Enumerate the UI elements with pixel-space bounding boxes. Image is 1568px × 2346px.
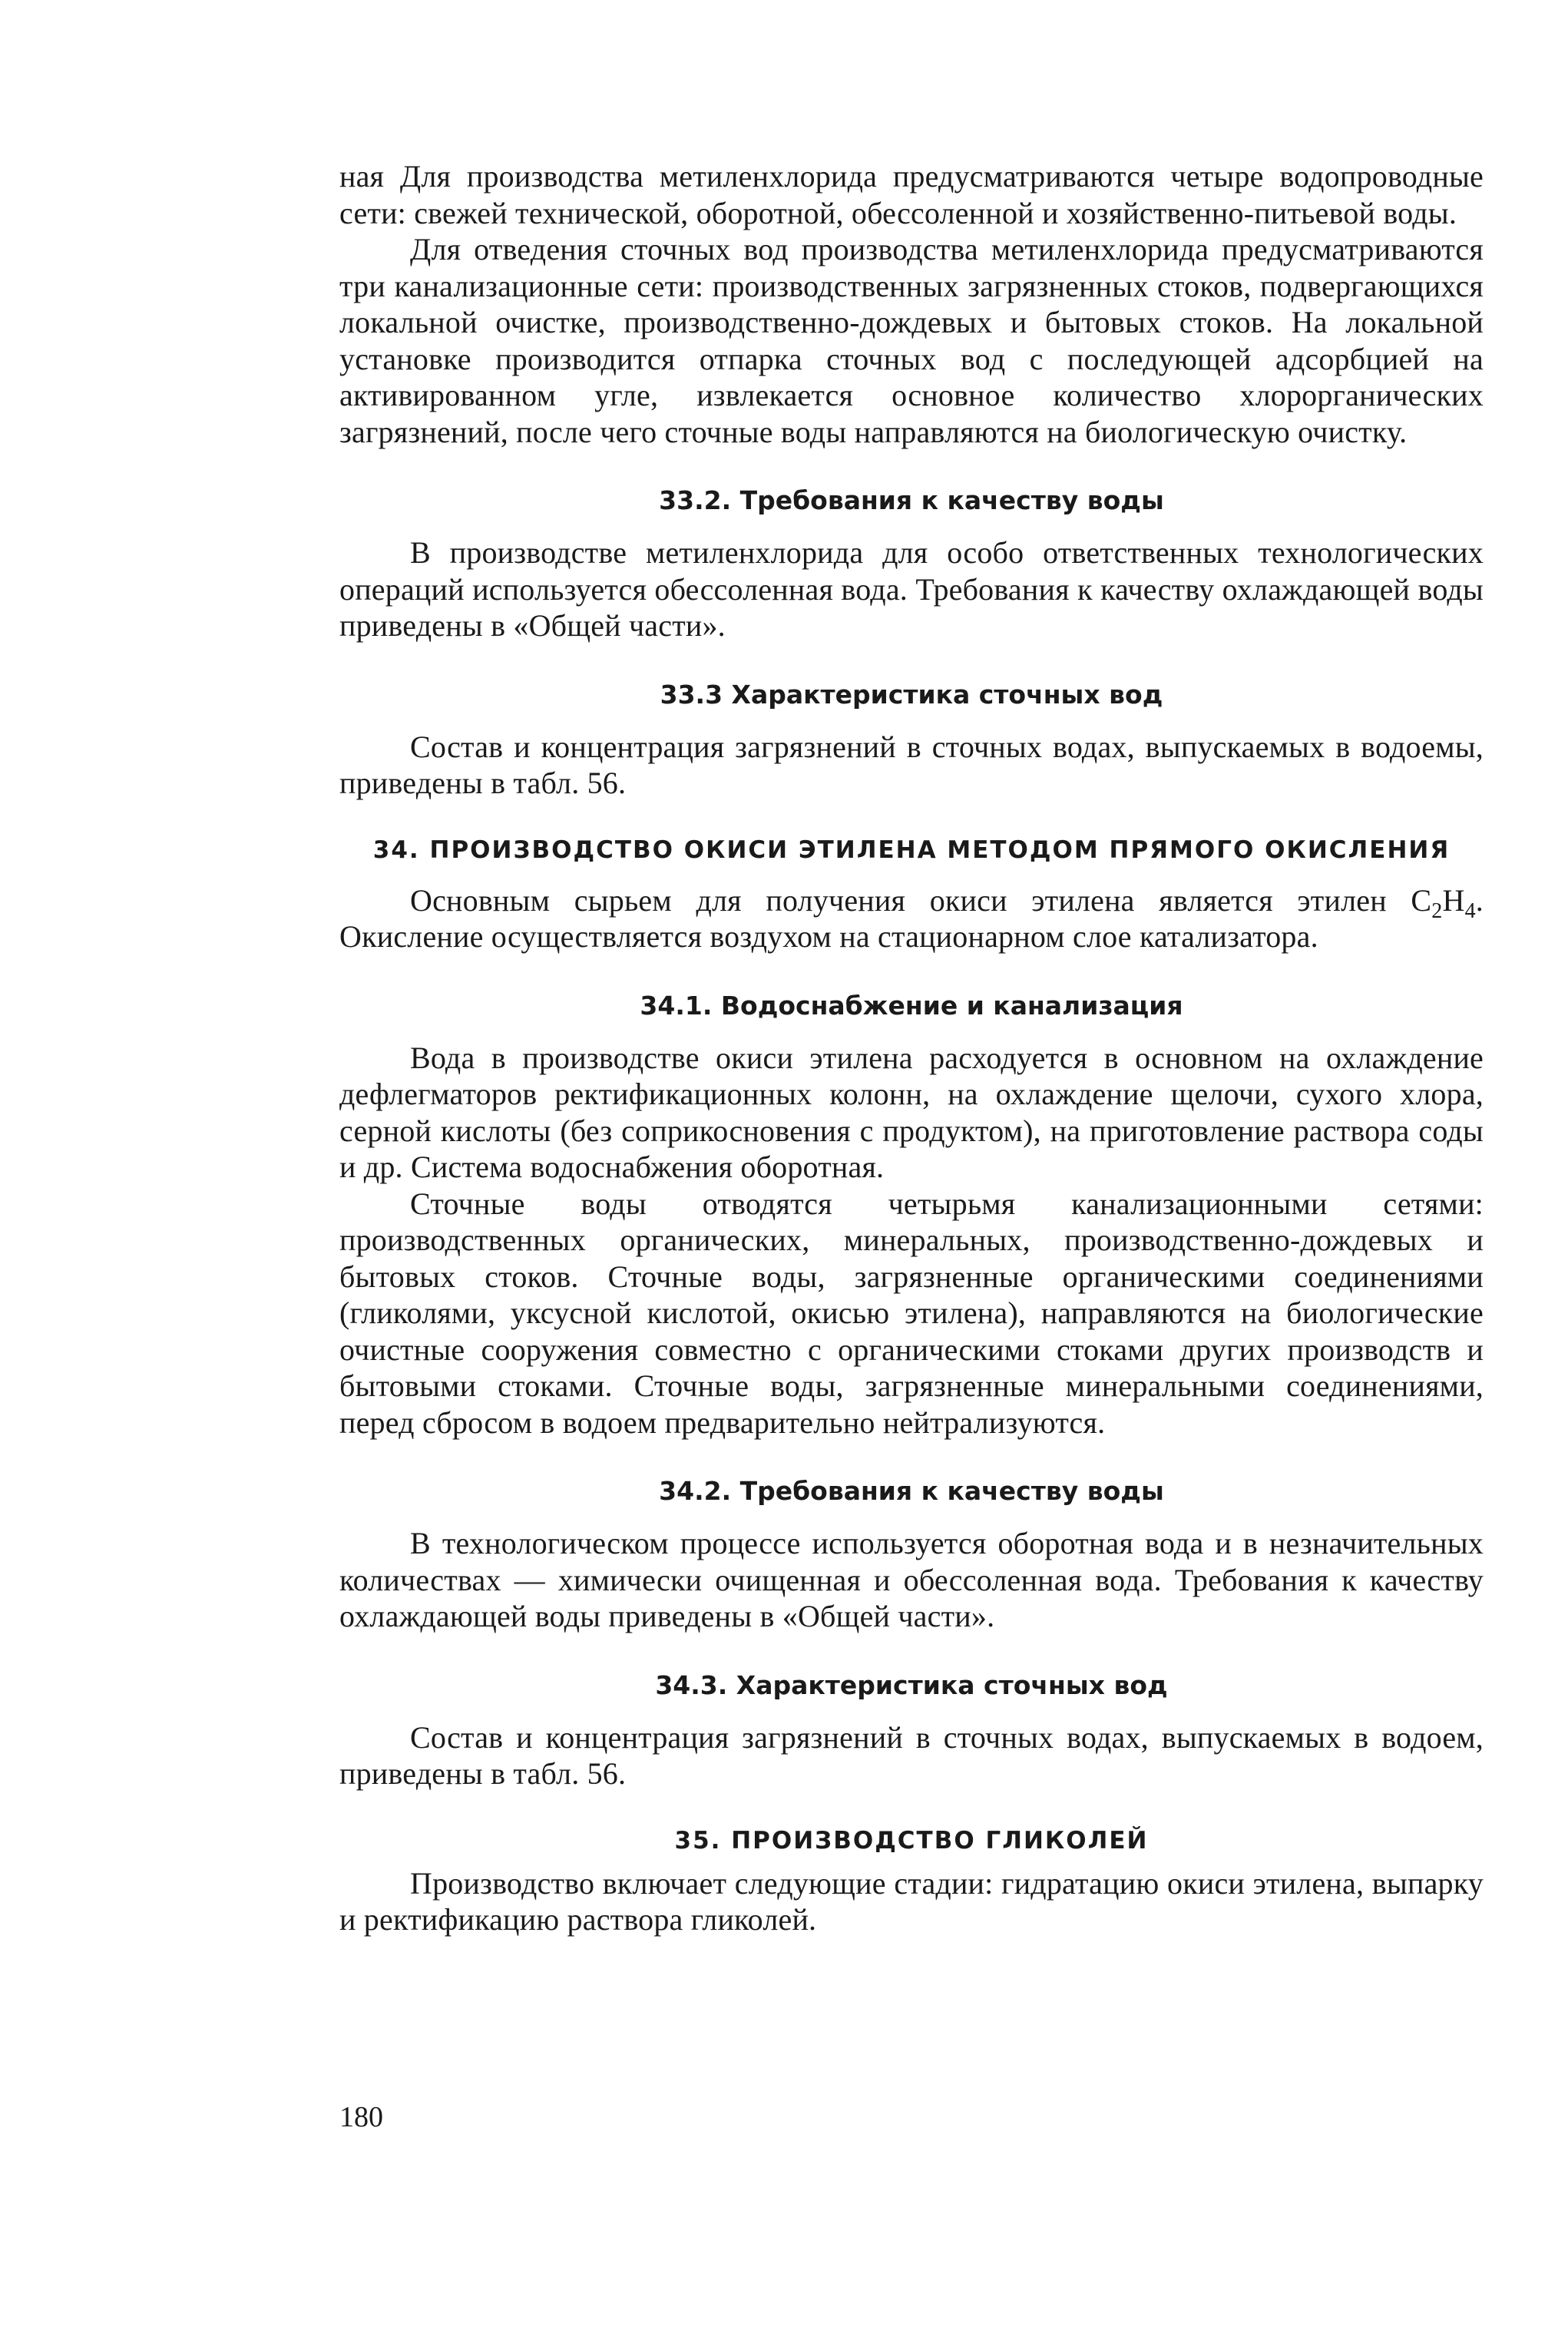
- chapter-heading-34: 34. ПРОИЗВОДСТВО ОКИСИ ЭТИЛЕНА МЕТОДОМ ПРЯМОГО ОКИСЛЕНИЯ: [372, 835, 1451, 864]
- heading-34-1: 34.1. Водоснабжение и канализация: [640, 990, 1183, 1021]
- paragraph-water-usage: Вода в производстве окиси этилена расходуется в основном на охлаждение дефлегматоров ректификационных колонн, на охлаждение щелочи, сухого хлора, серной кислоты (без соприкосновения с продуктом), на приготовление раствора соды и др. Система водоснабжения оборотная.: [339, 1040, 1484, 1184]
- heading-33-2: 33.2. Требования к качеству воды: [659, 485, 1164, 515]
- subscript-2: 2: [1431, 898, 1443, 923]
- heading-33-3: 33.3 Характеристика сточных вод: [660, 679, 1163, 710]
- page-number: 180: [339, 2101, 383, 2133]
- paragraph-glycol-stages: Производство включает следующие стадии: гидратацию окиси этилена, выпарку и ректификацию раствора гликолей.: [339, 1865, 1484, 1937]
- chapter-heading-35: 35. ПРОИЗВОДСТВО ГЛИКОЛЕЙ: [674, 1826, 1149, 1855]
- paragraph-water-supply-networks: ная Для производства метиленхлорида предусматриваются четыре водопроводные сети: свежей технической, оборотной, обессоленной и хозяйственно-питьевой воды.: [339, 159, 1484, 230]
- paragraph-sewer-networks: Для отведения сточных вод производства метиленхлорида предусматриваются три канализационные сети: производственных загрязненных стоков, подвергающихся локальной очистке, производственно-дождевых и бытовых стоков. На локальной установке производится отпарка сточных вод с последующей адсорбцией на активированном угле, извлекается основное количество хлорорганических загрязнений, после чего сточные воды направляются на биологическую очистку.: [339, 232, 1484, 449]
- paragraph-raw-material-text-a: Основным сырьем для получения окиси этилена является этилен C: [410, 882, 1432, 918]
- paragraph-wastewater-34: Состав и концентрация загрязнений в сточных водах, выпускаемых в водоем, приведены в табл. 56.: [339, 1719, 1484, 1791]
- paragraph-raw-material-text-c: . Окисление осуществляется воздухом на стационарном слое катализатора.: [339, 882, 1484, 954]
- heading-34-2: 34.2. Требования к качеству воды: [659, 1476, 1164, 1506]
- paragraph-wastewater-33: Состав и концентрация загрязнений в сточных водах, выпускаемых в водоемы, приведены в табл. 56.: [339, 729, 1484, 800]
- subscript-4: 4: [1464, 898, 1476, 923]
- paragraph-water-quality-34: В технологическом процессе используется оборотная вода и в незначительных количествах — химически очищенная и обессоленная вода. Требования к качеству охлаждающей воды приведены в «Общей части».: [339, 1526, 1484, 1633]
- paragraph-water-quality-33: В производстве метиленхлорида для особо ответственных технологических операций используется обессоленная вода. Требования к качеству охлаждающей воды приведены в «Общей части».: [339, 535, 1484, 643]
- paragraph-sewer-networks-34: Сточные воды отводятся четырьмя канализационными сетями: производственных органических, минеральных, производственно-дождевых и бытовых стоков. Сточные воды, загрязненные органическими соединениями (гликолями, уксусной кислотой, окисью этилена), направляются на биологические очистные сооружения совместно с органическими стоками других производств и бытовыми стоками. Сточные воды, загрязненные минеральными соединениями, перед сбросом в водоем предварительно нейтрализуются.: [339, 1186, 1484, 1440]
- heading-34-3: 34.3. Характеристика сточных вод: [655, 1669, 1168, 1700]
- page-body: [339, 158, 1484, 1938]
- paragraph-raw-material: [339, 882, 1484, 955]
- paragraph-raw-material-text-b: H: [1442, 882, 1465, 918]
